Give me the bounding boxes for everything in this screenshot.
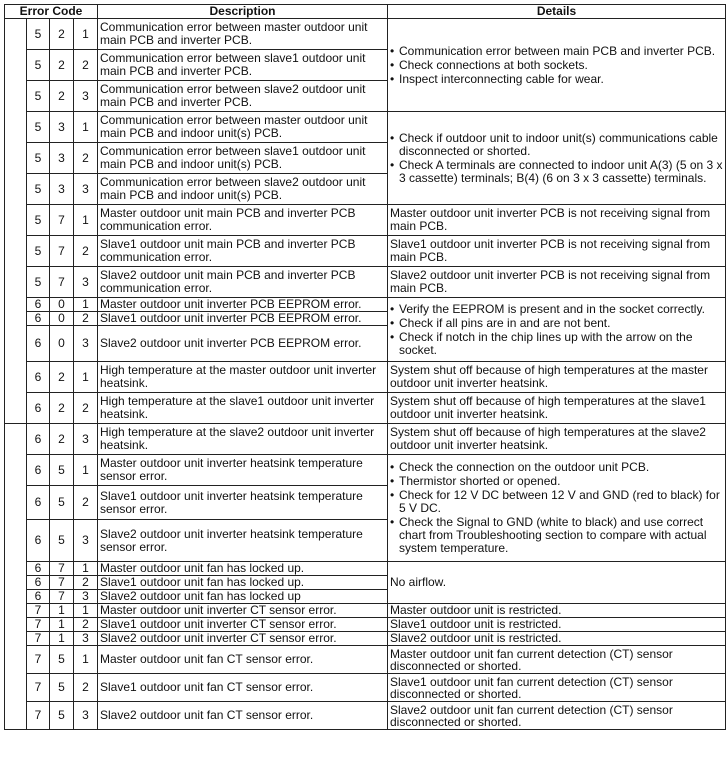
details-cell: Slave1 outdoor unit fan current detection (CT) sensor disconnected or shorted. — [388, 674, 726, 702]
description-cell: Communication error between master outdoor unit main PCB and inverter PCB. — [98, 19, 388, 50]
code-digit: 6 — [27, 520, 50, 562]
details-group-67: No airflow. — [388, 562, 726, 604]
description-cell: Master outdoor unit inverter heatsink temperature sensor error. — [98, 455, 388, 486]
description-cell: Master outdoor unit fan CT sensor error. — [98, 646, 388, 674]
code-digit: 2 — [50, 362, 74, 393]
table-header-row — [5, 5, 726, 19]
details-cell: Slave1 outdoor unit is restricted. — [388, 618, 726, 632]
description-cell: High temperature at the slave2 outdoor unit inverter heatsink. — [98, 424, 388, 455]
code-digit: 5 — [50, 520, 74, 562]
code-digit: 7 — [27, 674, 50, 702]
code-digit: 6 — [27, 326, 50, 362]
code-digit: 2 — [74, 618, 98, 632]
table-row — [5, 112, 726, 143]
side-cell-blank — [5, 424, 27, 730]
code-digit: 6 — [27, 455, 50, 486]
description-cell: High temperature at the master outdoor unit inverter heatsink. — [98, 362, 388, 393]
code-digit: 1 — [74, 205, 98, 236]
details-cell: Master outdoor unit inverter PCB is not receiving signal from main PCB. — [388, 205, 726, 236]
code-digit: 1 — [74, 646, 98, 674]
details-bullet: • Thermistor shorted or opened. — [390, 475, 723, 488]
table-row — [5, 632, 726, 646]
details-cell: Slave2 outdoor unit is restricted. — [388, 632, 726, 646]
code-digit: 7 — [27, 604, 50, 618]
details-bullet: • Check if outdoor unit to indoor unit(s) communications cable disconnected or shorted. — [390, 132, 723, 158]
description-cell: Slave2 outdoor unit main PCB and inverter PCB communication error. — [98, 267, 388, 298]
code-digit: 5 — [27, 205, 50, 236]
code-digit: 6 — [27, 393, 50, 424]
code-digit: 3 — [74, 520, 98, 562]
code-digit: 3 — [74, 424, 98, 455]
code-digit: 5 — [50, 646, 74, 674]
code-digit: 0 — [50, 298, 74, 312]
description-cell: Master outdoor unit fan has locked up. — [98, 562, 388, 576]
details-cell: Master outdoor unit is restricted. — [388, 604, 726, 618]
description-cell: Slave1 outdoor unit fan has locked up. — [98, 576, 388, 590]
description-cell: Slave2 outdoor unit fan CT sensor error. — [98, 702, 388, 730]
table-row — [5, 236, 726, 267]
details-bullet: • Check the Signal to GND (white to black) and use correct chart from Troubleshooting section to compare with actual system temperature. — [390, 516, 723, 555]
code-digit: 2 — [50, 393, 74, 424]
code-digit: 5 — [27, 81, 50, 112]
description-cell: Slave1 outdoor unit inverter CT sensor error. — [98, 618, 388, 632]
code-digit: 1 — [74, 19, 98, 50]
table-row — [5, 674, 726, 702]
code-digit: 2 — [50, 50, 74, 81]
code-digit: 2 — [74, 312, 98, 326]
code-digit: 5 — [50, 702, 74, 730]
details-cell: Slave2 outdoor unit inverter PCB is not receiving signal from main PCB. — [388, 267, 726, 298]
code-digit: 1 — [50, 604, 74, 618]
details-bullet: • Check if notch in the chip lines up with the arrow on the socket. — [390, 331, 723, 357]
code-digit: 5 — [27, 143, 50, 174]
code-digit: 5 — [27, 112, 50, 143]
code-digit: 6 — [27, 562, 50, 576]
code-digit: 7 — [27, 702, 50, 730]
code-digit: 1 — [50, 618, 74, 632]
code-digit: 3 — [74, 590, 98, 604]
code-digit: 7 — [50, 205, 74, 236]
code-digit: 1 — [74, 298, 98, 312]
table-row — [5, 646, 726, 674]
table-row — [5, 618, 726, 632]
code-digit: 2 — [74, 143, 98, 174]
code-digit: 2 — [74, 393, 98, 424]
code-digit: 3 — [74, 81, 98, 112]
description-cell: Slave1 outdoor unit inverter PCB EEPROM error. — [98, 312, 388, 326]
code-digit: 3 — [50, 112, 74, 143]
code-digit: 2 — [50, 424, 74, 455]
header-error-code: Error Code — [5, 5, 98, 19]
code-digit: 3 — [74, 267, 98, 298]
details-group-53 — [388, 112, 726, 205]
details-bullet: • Check for 12 V DC between 12 V and GND (red to black) for 5 V DC. — [390, 489, 723, 515]
code-digit: 1 — [74, 562, 98, 576]
code-digit: 6 — [27, 590, 50, 604]
details-cell: Slave1 outdoor unit inverter PCB is not receiving signal from main PCB. — [388, 236, 726, 267]
code-digit: 7 — [50, 267, 74, 298]
code-digit: 0 — [50, 326, 74, 362]
side-cell-outdoor-unit — [5, 19, 27, 424]
table-row — [5, 702, 726, 730]
code-digit: 7 — [27, 646, 50, 674]
description-cell: Slave1 outdoor unit fan CT sensor error. — [98, 674, 388, 702]
error-code-table — [4, 4, 726, 730]
code-digit: 5 — [27, 50, 50, 81]
description-cell: Master outdoor unit main PCB and inverter PCB communication error. — [98, 205, 388, 236]
description-cell: Slave2 outdoor unit fan has locked up — [98, 590, 388, 604]
code-digit: 6 — [27, 576, 50, 590]
description-cell: Master outdoor unit inverter CT sensor error. — [98, 604, 388, 618]
description-cell: Communication error between slave2 outdoor unit main PCB and indoor unit(s) PCB. — [98, 174, 388, 205]
description-cell: Communication error between master outdoor unit main PCB and indoor unit(s) PCB. — [98, 112, 388, 143]
description-cell: High temperature at the slave1 outdoor unit inverter heatsink. — [98, 393, 388, 424]
code-digit: 7 — [27, 632, 50, 646]
details-cell: Master outdoor unit fan current detection (CT) sensor disconnected or shorted. — [388, 646, 726, 674]
details-bullet: • Check the connection on the outdoor unit PCB. — [390, 461, 723, 474]
code-digit: 0 — [50, 312, 74, 326]
code-digit: 6 — [27, 362, 50, 393]
code-digit: 3 — [74, 632, 98, 646]
details-cell: System shut off because of high temperatures at the slave1 outdoor unit inverter heatsink. — [388, 393, 726, 424]
code-digit: 1 — [74, 362, 98, 393]
code-digit: 6 — [27, 486, 50, 520]
table-row — [5, 205, 726, 236]
description-cell: Communication error between slave2 outdoor unit main PCB and inverter PCB. — [98, 81, 388, 112]
table-row — [5, 19, 726, 50]
code-digit: 3 — [74, 702, 98, 730]
code-digit: 5 — [27, 267, 50, 298]
details-cell: System shut off because of high temperatures at the slave2 outdoor unit inverter heatsink. — [388, 424, 726, 455]
code-digit: 6 — [27, 424, 50, 455]
error-code-table-wrapper — [4, 4, 725, 730]
details-group-60 — [388, 298, 726, 362]
code-digit: 1 — [74, 112, 98, 143]
code-digit: 1 — [74, 604, 98, 618]
header-details: Details — [388, 5, 726, 19]
table-row — [5, 393, 726, 424]
code-digit: 7 — [50, 236, 74, 267]
table-row — [5, 455, 726, 486]
table-row — [5, 562, 726, 576]
description-cell: Slave2 outdoor unit inverter CT sensor error. — [98, 632, 388, 646]
code-digit: 6 — [27, 312, 50, 326]
code-digit: 6 — [27, 298, 50, 312]
details-bullet: • Check if all pins are in and are not bent. — [390, 317, 723, 330]
description-cell: Slave2 outdoor unit inverter PCB EEPROM error. — [98, 326, 388, 362]
details-bullet: • Inspect interconnecting cable for wear. — [390, 73, 723, 86]
description-cell: Communication error between slave1 outdoor unit main PCB and indoor unit(s) PCB. — [98, 143, 388, 174]
code-digit: 5 — [50, 455, 74, 486]
code-digit: 5 — [27, 236, 50, 267]
table-row — [5, 424, 726, 455]
table-row — [5, 604, 726, 618]
code-digit: 3 — [74, 174, 98, 205]
code-digit: 3 — [50, 143, 74, 174]
code-digit: 2 — [74, 236, 98, 267]
code-digit: 7 — [50, 590, 74, 604]
details-group-65 — [388, 455, 726, 562]
table-row — [5, 267, 726, 298]
code-digit: 1 — [50, 632, 74, 646]
code-digit: 2 — [74, 50, 98, 81]
description-cell: Communication error between slave1 outdoor unit main PCB and inverter PCB. — [98, 50, 388, 81]
code-digit: 7 — [50, 576, 74, 590]
code-digit: 2 — [50, 81, 74, 112]
details-bullet: • Check connections at both sockets. — [390, 59, 723, 72]
code-digit: 5 — [50, 486, 74, 520]
code-digit: 3 — [50, 174, 74, 205]
code-digit: 2 — [74, 576, 98, 590]
details-group-52 — [388, 19, 726, 112]
details-cell: Slave2 outdoor unit fan current detection (CT) sensor disconnected or shorted. — [388, 702, 726, 730]
code-digit: 2 — [74, 486, 98, 520]
description-cell: Master outdoor unit inverter PCB EEPROM error. — [98, 298, 388, 312]
table-row — [5, 298, 726, 312]
details-bullet: • Check A terminals are connected to indoor unit A(3) (5 on 3 x 3 cassette) terminals; B(4) (6 on 3 x 3 cassette) terminals. — [390, 159, 723, 185]
code-digit: 3 — [74, 326, 98, 362]
details-bullet: • Verify the EEPROM is present and in the socket correctly. — [390, 303, 723, 316]
code-digit: 1 — [74, 455, 98, 486]
details-cell: System shut off because of high temperatures at the master outdoor unit inverter heatsink. — [388, 362, 726, 393]
code-digit: 5 — [27, 174, 50, 205]
description-cell: Slave2 outdoor unit inverter heatsink temperature sensor error. — [98, 520, 388, 562]
code-digit: 5 — [50, 674, 74, 702]
table-row — [5, 362, 726, 393]
header-description: Description — [98, 5, 388, 19]
description-cell: Slave1 outdoor unit inverter heatsink temperature sensor error. — [98, 486, 388, 520]
details-bullet: • Communication error between main PCB and inverter PCB. — [390, 45, 723, 58]
description-cell: Slave1 outdoor unit main PCB and inverter PCB communication error. — [98, 236, 388, 267]
code-digit: 2 — [50, 19, 74, 50]
code-digit: 7 — [27, 618, 50, 632]
code-digit: 5 — [27, 19, 50, 50]
code-digit: 7 — [50, 562, 74, 576]
code-digit: 2 — [74, 674, 98, 702]
